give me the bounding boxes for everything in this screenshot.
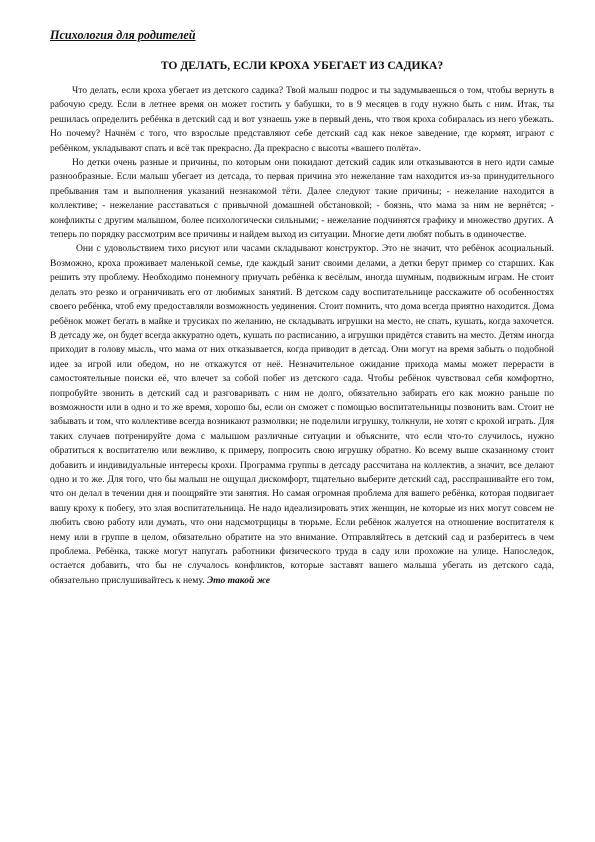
paragraph-3-text: Они с удовольствием тихо рисуют или часами складывают конструктор. Это не значит, что ребёнок асоциальный. Возможно, кроха проживает маленькой семье, где каждый занит своими делами, а детки берут пример со старших. Как решить эту проблему. Необходимо понемногу приучать ребёнка к весёлым, иногда шумным, подвижным играм. Не стоит делать это резко и ограничивать его от любимых занятий. В детском саду воспитательнице расскажите об особенностях своего ребёнка, чтоб ему предоставляли возможность уединения. Стоит помнить, что дома всегда приятно находится. Дома ребёнок может бегать в майке и трусиках по желанию, не складывать игрушки на место, не спать, кушать, когда захочется. В детсаду же, он будет всегда аккуратно одеть, кушать по расписанию, а игрушки придётся ставить на место. Детям иногда приходит в голову мысль, что мама от них отказывается, когда приводит в детсад. Они могут на время забыть о подобной идее за игрой или обедом, но не откажутся от неё. Незначительное ожидание прихода мамы может перерасти в самостоятельные поиски её, что влечет за собой побег из детского сада. Чтобы ребёнок чувствовал себя комфортно, попробуйте звонить в детский сад и разговаривать с ним не долго, обязательно забирать его как можно раньше по возможности или в одно и то же время, хорошо бы, если он сможет с помощью воспитательницы позвонить вам. Стоит не забывать и том, что коллективе всегда возникают размолвки; не поделили игрушку, толкнули, не хотят с крохой играть. Для таких случаев потренируйте дома с малышом различные ситуации и объясните, что если что-то случилось, нужно обратиться к воспитателю или вежливо, к примеру, попросить свою игрушку обратно. Ко всему выше сказанному стоит добавить и индивидуальные интересы крохи. Программа группы в детсаду рассчитана на коллектив, а значит, все делают одно и то же. Для того, что бы малыш не ощущал дискомфорт, тщательно выберите детский сад, расспрашивайте его том, что он делал в течении дня и поощряйте эти занятия. Но самая огромная проблема для вашего ребёнка, которая подвигает вашу кроху к побегу, это злая воспитательница. Не надо идеализировать этих женщин, не которые из них могут совсем не любить свою работу или думать, что они надсмотрщицы в тюрьме. Если ребёнок жалуется на отношение воспитателя к нему или в группе в целом, обязательно обратите на это внимание. Отправляйтесь в детский сад и разберитесь в чем проблема. Ребёнка, также могут напугать работники физического труда в саду или прохожие на улице. Напоследок, остается добавить, что бы не случалось конфликтов, которые заставят вашего малыша убегать из детского сада, обязательно прислушивайтесь к нему.	[50, 243, 554, 586]
article-title: ТО ДЕЛАТЬ, ЕСЛИ КРОХА УБЕГАЕТ ИЗ САДИКА?	[160, 59, 444, 72]
section-header: Психология для родителей	[50, 28, 196, 42]
paragraph-1: Что делать, если кроха убегает из детского садика? Твой малыш подрос и ты задумываешься о том, чтобы вернуть в рабочую среду. Если в летнее время он может гостить у бабушки, то в 9 месяцев в году нужно быть с ним. Итак, ты решилась определить ребёнка в детский сад и вот узнаешь уже в первый день, что твоя кроха собиралась из него убежать. Но почему? Начнём с того, что взрослые представляют себе детский сад как некое заведение, где кормят, играют с ребёнком, укладывают спать и всё так прекрасно. Да прекрасно с высоты «вашего полёта».	[50, 85, 554, 154]
paragraph-3	[50, 242, 554, 588]
article-body	[50, 84, 554, 588]
paragraph-2: Но детки очень разные и причины, по которым они покидают детский садик или отказываются в него идти самые разнообразные. Если малыш убегает из детсада, то первая причина это нежелание там находится из-за принудительного пребывания там и выполнения указаний незнакомой тёти. Далее следуют такие причины; - нежелание находится в коллективе; - нежелание расставаться с привычной домашней обстановкой; - боязнь, что мама за ним не вернётся; - конфликты с другим малышом, более психологически сильными; - нежелание подчинятся графику и множество других. А теперь по порядку рассмотрим все причины и найдем выход из ситуации. Многие дети любят побыть в одиночестве.	[50, 157, 554, 241]
paragraph-3-emphasis: Это такой же	[206, 574, 270, 586]
